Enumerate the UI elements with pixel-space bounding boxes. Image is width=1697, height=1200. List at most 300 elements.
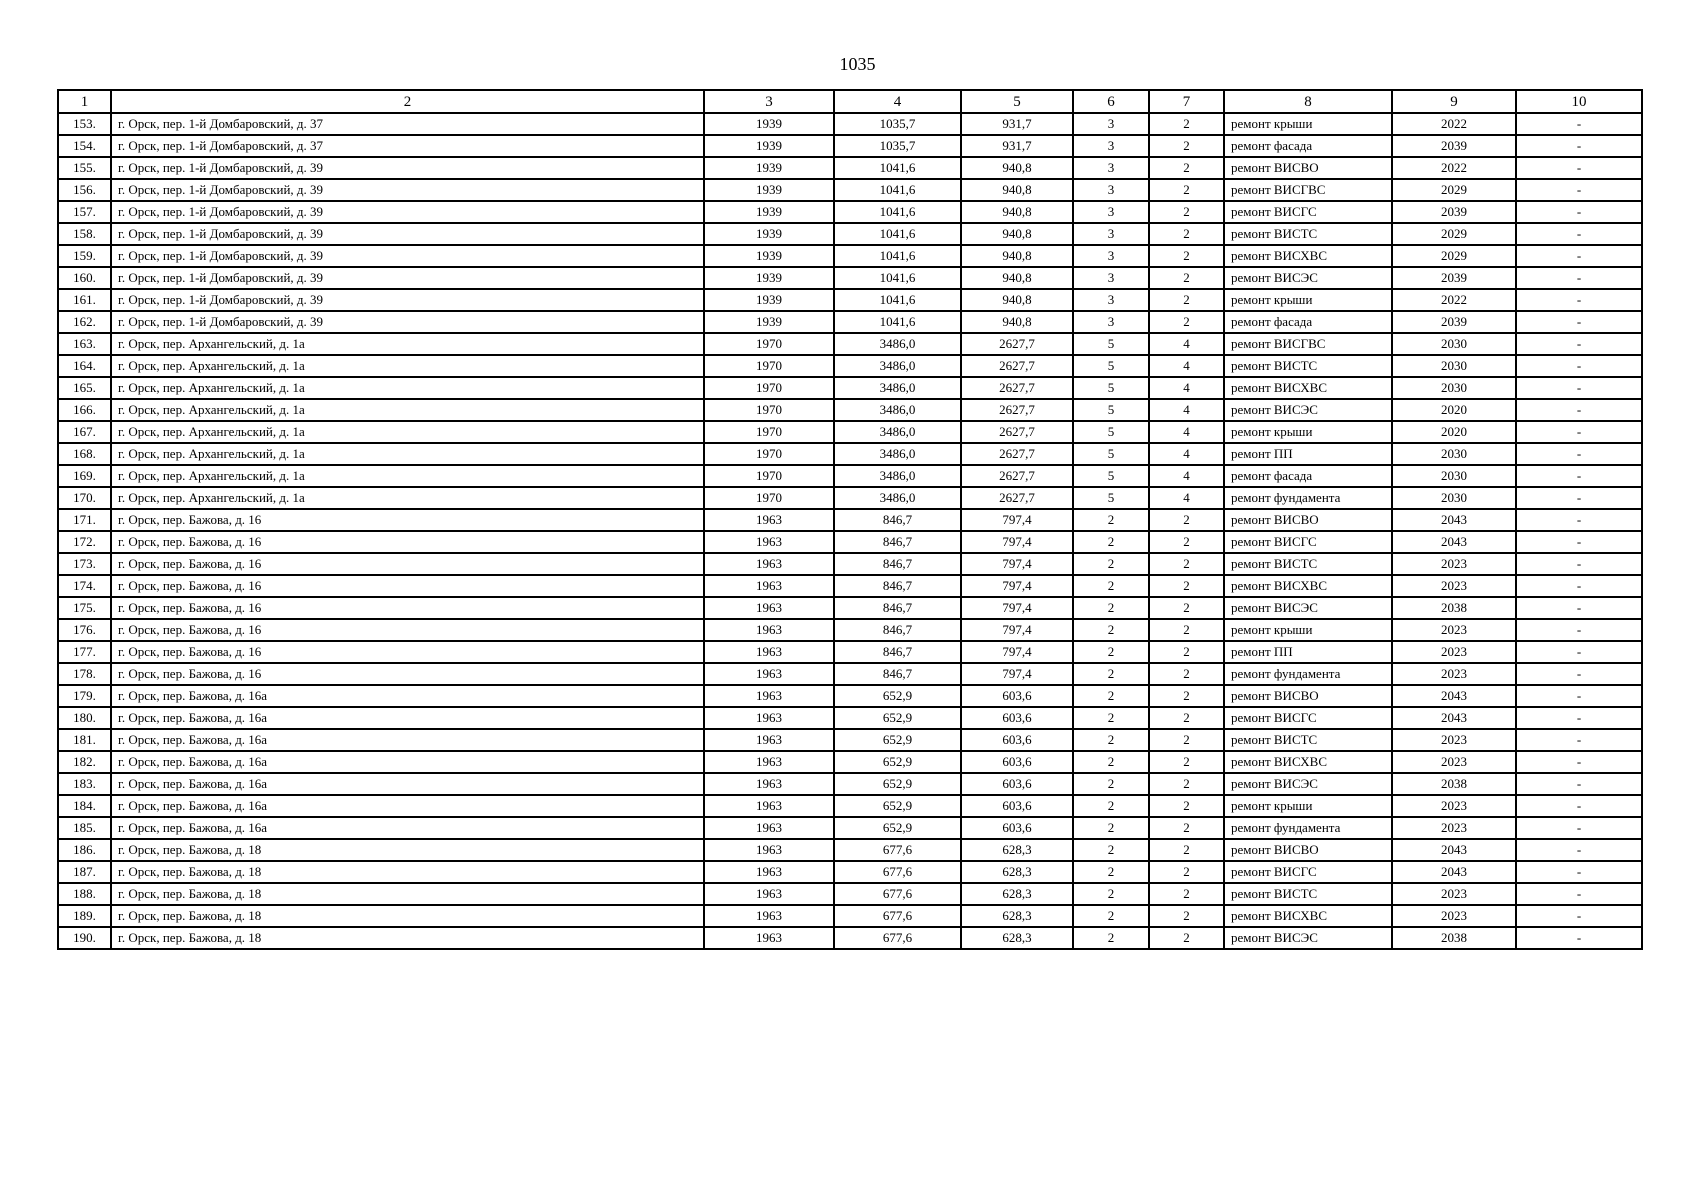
cell-planned-year: 2030 bbox=[1392, 377, 1516, 399]
cell-row-number: 183. bbox=[58, 773, 111, 795]
cell-total-area: 652,9 bbox=[834, 685, 961, 707]
cell-row-number: 174. bbox=[58, 575, 111, 597]
cell-row-number: 177. bbox=[58, 641, 111, 663]
cell-note: - bbox=[1516, 927, 1642, 949]
cell-living-area: 940,8 bbox=[961, 157, 1073, 179]
cell-floors: 2 bbox=[1073, 597, 1149, 619]
cell-year-built: 1970 bbox=[704, 333, 834, 355]
cell-floors: 3 bbox=[1073, 245, 1149, 267]
cell-address: г. Орск, пер. Бажова, д. 16 bbox=[111, 531, 704, 553]
cell-total-area: 1041,6 bbox=[834, 157, 961, 179]
cell-row-number: 176. bbox=[58, 619, 111, 641]
cell-total-area: 3486,0 bbox=[834, 333, 961, 355]
cell-row-number: 171. bbox=[58, 509, 111, 531]
cell-total-area: 3486,0 bbox=[834, 487, 961, 509]
cell-total-area: 846,7 bbox=[834, 553, 961, 575]
cell-living-area: 2627,7 bbox=[961, 355, 1073, 377]
table-row bbox=[58, 597, 1642, 619]
cell-work-type: ремонт ВИСВО bbox=[1224, 509, 1392, 531]
cell-floors: 2 bbox=[1073, 575, 1149, 597]
table-row bbox=[58, 267, 1642, 289]
cell-entrances: 2 bbox=[1149, 751, 1224, 773]
cell-planned-year: 2030 bbox=[1392, 333, 1516, 355]
cell-address: г. Орск, пер. Бажова, д. 16а bbox=[111, 707, 704, 729]
cell-note: - bbox=[1516, 421, 1642, 443]
cell-year-built: 1939 bbox=[704, 179, 834, 201]
cell-work-type: ремонт крыши bbox=[1224, 619, 1392, 641]
table-row bbox=[58, 245, 1642, 267]
cell-floors: 3 bbox=[1073, 179, 1149, 201]
cell-year-built: 1963 bbox=[704, 641, 834, 663]
cell-year-built: 1970 bbox=[704, 465, 834, 487]
cell-total-area: 652,9 bbox=[834, 817, 961, 839]
table-row bbox=[58, 927, 1642, 949]
cell-floors: 5 bbox=[1073, 465, 1149, 487]
cell-planned-year: 2039 bbox=[1392, 201, 1516, 223]
cell-living-area: 2627,7 bbox=[961, 377, 1073, 399]
cell-year-built: 1963 bbox=[704, 817, 834, 839]
cell-work-type: ремонт ВИСТС bbox=[1224, 883, 1392, 905]
cell-work-type: ремонт ВИСТС bbox=[1224, 355, 1392, 377]
cell-floors: 3 bbox=[1073, 157, 1149, 179]
cell-total-area: 652,9 bbox=[834, 751, 961, 773]
cell-row-number: 159. bbox=[58, 245, 111, 267]
table-row bbox=[58, 135, 1642, 157]
cell-entrances: 4 bbox=[1149, 399, 1224, 421]
header-col-8: 8 bbox=[1224, 90, 1392, 113]
cell-row-number: 181. bbox=[58, 729, 111, 751]
cell-row-number: 163. bbox=[58, 333, 111, 355]
cell-planned-year: 2023 bbox=[1392, 619, 1516, 641]
cell-work-type: ремонт ВИСХВС bbox=[1224, 575, 1392, 597]
cell-total-area: 677,6 bbox=[834, 927, 961, 949]
cell-living-area: 628,3 bbox=[961, 905, 1073, 927]
cell-floors: 2 bbox=[1073, 795, 1149, 817]
cell-address: г. Орск, пер. Бажова, д. 16 bbox=[111, 575, 704, 597]
cell-note: - bbox=[1516, 179, 1642, 201]
cell-note: - bbox=[1516, 509, 1642, 531]
cell-planned-year: 2022 bbox=[1392, 113, 1516, 135]
cell-entrances: 2 bbox=[1149, 839, 1224, 861]
cell-row-number: 170. bbox=[58, 487, 111, 509]
capital-repair-table bbox=[57, 89, 1643, 950]
cell-total-area: 3486,0 bbox=[834, 377, 961, 399]
cell-planned-year: 2030 bbox=[1392, 487, 1516, 509]
cell-note: - bbox=[1516, 575, 1642, 597]
cell-entrances: 4 bbox=[1149, 443, 1224, 465]
cell-living-area: 797,4 bbox=[961, 509, 1073, 531]
cell-year-built: 1963 bbox=[704, 597, 834, 619]
cell-note: - bbox=[1516, 355, 1642, 377]
cell-row-number: 162. bbox=[58, 311, 111, 333]
cell-planned-year: 2023 bbox=[1392, 883, 1516, 905]
cell-year-built: 1963 bbox=[704, 795, 834, 817]
cell-year-built: 1963 bbox=[704, 905, 834, 927]
cell-total-area: 1035,7 bbox=[834, 113, 961, 135]
header-col-6: 6 bbox=[1073, 90, 1149, 113]
cell-address: г. Орск, пер. Бажова, д. 18 bbox=[111, 883, 704, 905]
cell-planned-year: 2029 bbox=[1392, 179, 1516, 201]
cell-planned-year: 2030 bbox=[1392, 465, 1516, 487]
cell-work-type: ремонт ВИСЭС bbox=[1224, 773, 1392, 795]
cell-floors: 2 bbox=[1073, 883, 1149, 905]
table-row bbox=[58, 377, 1642, 399]
cell-address: г. Орск, пер. 1-й Домбаровский, д. 39 bbox=[111, 179, 704, 201]
cell-row-number: 157. bbox=[58, 201, 111, 223]
cell-address: г. Орск, пер. Бажова, д. 16 bbox=[111, 641, 704, 663]
cell-living-area: 628,3 bbox=[961, 927, 1073, 949]
cell-total-area: 846,7 bbox=[834, 597, 961, 619]
cell-work-type: ремонт ПП bbox=[1224, 443, 1392, 465]
cell-living-area: 603,6 bbox=[961, 707, 1073, 729]
cell-entrances: 2 bbox=[1149, 179, 1224, 201]
cell-work-type: ремонт крыши bbox=[1224, 113, 1392, 135]
cell-floors: 5 bbox=[1073, 377, 1149, 399]
table-row bbox=[58, 201, 1642, 223]
cell-living-area: 603,6 bbox=[961, 685, 1073, 707]
cell-work-type: ремонт крыши bbox=[1224, 289, 1392, 311]
cell-living-area: 2627,7 bbox=[961, 333, 1073, 355]
cell-total-area: 3486,0 bbox=[834, 421, 961, 443]
cell-year-built: 1963 bbox=[704, 839, 834, 861]
cell-note: - bbox=[1516, 135, 1642, 157]
cell-year-built: 1970 bbox=[704, 487, 834, 509]
header-col-10: 10 bbox=[1516, 90, 1642, 113]
cell-work-type: ремонт фасада bbox=[1224, 135, 1392, 157]
cell-total-area: 677,6 bbox=[834, 839, 961, 861]
cell-note: - bbox=[1516, 553, 1642, 575]
cell-address: г. Орск, пер. Бажова, д. 18 bbox=[111, 839, 704, 861]
cell-living-area: 797,4 bbox=[961, 619, 1073, 641]
cell-total-area: 652,9 bbox=[834, 795, 961, 817]
cell-row-number: 172. bbox=[58, 531, 111, 553]
cell-address: г. Орск, пер. Архангельский, д. 1а bbox=[111, 465, 704, 487]
cell-entrances: 4 bbox=[1149, 465, 1224, 487]
header-col-4: 4 bbox=[834, 90, 961, 113]
cell-floors: 2 bbox=[1073, 773, 1149, 795]
cell-floors: 5 bbox=[1073, 355, 1149, 377]
cell-address: г. Орск, пер. Архангельский, д. 1а bbox=[111, 443, 704, 465]
table-row bbox=[58, 817, 1642, 839]
cell-total-area: 846,7 bbox=[834, 663, 961, 685]
cell-work-type: ремонт ВИСГС bbox=[1224, 861, 1392, 883]
cell-work-type: ремонт ВИСЭС bbox=[1224, 399, 1392, 421]
table-row bbox=[58, 113, 1642, 135]
cell-address: г. Орск, пер. 1-й Домбаровский, д. 39 bbox=[111, 267, 704, 289]
cell-floors: 3 bbox=[1073, 267, 1149, 289]
cell-note: - bbox=[1516, 641, 1642, 663]
cell-planned-year: 2023 bbox=[1392, 663, 1516, 685]
cell-note: - bbox=[1516, 685, 1642, 707]
cell-entrances: 2 bbox=[1149, 773, 1224, 795]
cell-year-built: 1939 bbox=[704, 157, 834, 179]
cell-total-area: 1041,6 bbox=[834, 201, 961, 223]
cell-note: - bbox=[1516, 619, 1642, 641]
cell-floors: 2 bbox=[1073, 685, 1149, 707]
cell-row-number: 161. bbox=[58, 289, 111, 311]
cell-row-number: 154. bbox=[58, 135, 111, 157]
cell-year-built: 1939 bbox=[704, 135, 834, 157]
cell-entrances: 2 bbox=[1149, 575, 1224, 597]
cell-entrances: 2 bbox=[1149, 817, 1224, 839]
cell-total-area: 3486,0 bbox=[834, 355, 961, 377]
cell-note: - bbox=[1516, 663, 1642, 685]
cell-entrances: 2 bbox=[1149, 597, 1224, 619]
cell-planned-year: 2022 bbox=[1392, 289, 1516, 311]
cell-address: г. Орск, пер. Архангельский, д. 1а bbox=[111, 333, 704, 355]
cell-year-built: 1939 bbox=[704, 245, 834, 267]
cell-address: г. Орск, пер. 1-й Домбаровский, д. 39 bbox=[111, 245, 704, 267]
cell-entrances: 2 bbox=[1149, 201, 1224, 223]
cell-planned-year: 2043 bbox=[1392, 861, 1516, 883]
cell-planned-year: 2023 bbox=[1392, 795, 1516, 817]
cell-planned-year: 2023 bbox=[1392, 553, 1516, 575]
cell-entrances: 2 bbox=[1149, 641, 1224, 663]
cell-floors: 2 bbox=[1073, 707, 1149, 729]
table-row bbox=[58, 685, 1642, 707]
cell-note: - bbox=[1516, 883, 1642, 905]
cell-entrances: 2 bbox=[1149, 531, 1224, 553]
cell-year-built: 1963 bbox=[704, 575, 834, 597]
table-row bbox=[58, 531, 1642, 553]
cell-floors: 2 bbox=[1073, 751, 1149, 773]
cell-floors: 2 bbox=[1073, 531, 1149, 553]
cell-year-built: 1963 bbox=[704, 773, 834, 795]
cell-living-area: 2627,7 bbox=[961, 443, 1073, 465]
cell-living-area: 940,8 bbox=[961, 311, 1073, 333]
cell-living-area: 603,6 bbox=[961, 795, 1073, 817]
cell-year-built: 1939 bbox=[704, 201, 834, 223]
cell-living-area: 797,4 bbox=[961, 531, 1073, 553]
cell-address: г. Орск, пер. Архангельский, д. 1а bbox=[111, 377, 704, 399]
cell-entrances: 2 bbox=[1149, 509, 1224, 531]
table-row bbox=[58, 311, 1642, 333]
cell-living-area: 940,8 bbox=[961, 267, 1073, 289]
cell-row-number: 187. bbox=[58, 861, 111, 883]
cell-row-number: 188. bbox=[58, 883, 111, 905]
cell-year-built: 1963 bbox=[704, 751, 834, 773]
table-row bbox=[58, 179, 1642, 201]
cell-total-area: 1041,6 bbox=[834, 245, 961, 267]
cell-work-type: ремонт ВИСТС bbox=[1224, 553, 1392, 575]
cell-note: - bbox=[1516, 443, 1642, 465]
cell-row-number: 168. bbox=[58, 443, 111, 465]
cell-year-built: 1970 bbox=[704, 399, 834, 421]
table-row bbox=[58, 641, 1642, 663]
cell-note: - bbox=[1516, 399, 1642, 421]
cell-total-area: 1041,6 bbox=[834, 179, 961, 201]
cell-planned-year: 2023 bbox=[1392, 729, 1516, 751]
cell-floors: 2 bbox=[1073, 641, 1149, 663]
cell-living-area: 628,3 bbox=[961, 861, 1073, 883]
cell-living-area: 603,6 bbox=[961, 751, 1073, 773]
cell-address: г. Орск, пер. Бажова, д. 18 bbox=[111, 861, 704, 883]
cell-work-type: ремонт ВИСЭС bbox=[1224, 927, 1392, 949]
cell-total-area: 1035,7 bbox=[834, 135, 961, 157]
cell-work-type: ремонт ВИСГВС bbox=[1224, 333, 1392, 355]
cell-row-number: 153. bbox=[58, 113, 111, 135]
cell-total-area: 3486,0 bbox=[834, 443, 961, 465]
cell-row-number: 189. bbox=[58, 905, 111, 927]
cell-total-area: 846,7 bbox=[834, 641, 961, 663]
cell-note: - bbox=[1516, 333, 1642, 355]
cell-note: - bbox=[1516, 113, 1642, 135]
cell-note: - bbox=[1516, 729, 1642, 751]
cell-note: - bbox=[1516, 465, 1642, 487]
cell-living-area: 603,6 bbox=[961, 729, 1073, 751]
cell-planned-year: 2043 bbox=[1392, 531, 1516, 553]
cell-total-area: 846,7 bbox=[834, 531, 961, 553]
cell-floors: 3 bbox=[1073, 135, 1149, 157]
cell-row-number: 167. bbox=[58, 421, 111, 443]
cell-row-number: 178. bbox=[58, 663, 111, 685]
cell-year-built: 1939 bbox=[704, 113, 834, 135]
cell-total-area: 652,9 bbox=[834, 773, 961, 795]
cell-floors: 5 bbox=[1073, 421, 1149, 443]
cell-floors: 2 bbox=[1073, 663, 1149, 685]
cell-address: г. Орск, пер. 1-й Домбаровский, д. 39 bbox=[111, 311, 704, 333]
cell-planned-year: 2023 bbox=[1392, 575, 1516, 597]
cell-entrances: 2 bbox=[1149, 927, 1224, 949]
cell-entrances: 4 bbox=[1149, 421, 1224, 443]
cell-note: - bbox=[1516, 905, 1642, 927]
cell-row-number: 182. bbox=[58, 751, 111, 773]
header-row bbox=[58, 90, 1642, 113]
cell-row-number: 164. bbox=[58, 355, 111, 377]
cell-work-type: ремонт ВИСХВС bbox=[1224, 245, 1392, 267]
table-row bbox=[58, 839, 1642, 861]
cell-work-type: ремонт ВИСХВС bbox=[1224, 751, 1392, 773]
cell-floors: 3 bbox=[1073, 113, 1149, 135]
cell-planned-year: 2020 bbox=[1392, 421, 1516, 443]
cell-floors: 5 bbox=[1073, 333, 1149, 355]
cell-living-area: 2627,7 bbox=[961, 399, 1073, 421]
cell-address: г. Орск, пер. 1-й Домбаровский, д. 39 bbox=[111, 289, 704, 311]
cell-row-number: 156. bbox=[58, 179, 111, 201]
table-row bbox=[58, 663, 1642, 685]
cell-planned-year: 2043 bbox=[1392, 839, 1516, 861]
cell-floors: 3 bbox=[1073, 289, 1149, 311]
cell-address: г. Орск, пер. Бажова, д. 16 bbox=[111, 509, 704, 531]
cell-entrances: 2 bbox=[1149, 157, 1224, 179]
cell-year-built: 1963 bbox=[704, 883, 834, 905]
cell-address: г. Орск, пер. 1-й Домбаровский, д. 39 bbox=[111, 223, 704, 245]
cell-entrances: 2 bbox=[1149, 553, 1224, 575]
cell-note: - bbox=[1516, 707, 1642, 729]
cell-total-area: 1041,6 bbox=[834, 267, 961, 289]
cell-entrances: 2 bbox=[1149, 685, 1224, 707]
cell-planned-year: 2038 bbox=[1392, 773, 1516, 795]
cell-living-area: 797,4 bbox=[961, 597, 1073, 619]
table-row bbox=[58, 883, 1642, 905]
cell-living-area: 797,4 bbox=[961, 553, 1073, 575]
cell-address: г. Орск, пер. Бажова, д. 16а bbox=[111, 773, 704, 795]
cell-planned-year: 2038 bbox=[1392, 597, 1516, 619]
cell-total-area: 846,7 bbox=[834, 619, 961, 641]
cell-planned-year: 2023 bbox=[1392, 905, 1516, 927]
cell-row-number: 190. bbox=[58, 927, 111, 949]
cell-address: г. Орск, пер. Бажова, д. 16 bbox=[111, 619, 704, 641]
cell-note: - bbox=[1516, 597, 1642, 619]
cell-address: г. Орск, пер. 1-й Домбаровский, д. 37 bbox=[111, 113, 704, 135]
cell-address: г. Орск, пер. Бажова, д. 16а bbox=[111, 729, 704, 751]
cell-floors: 5 bbox=[1073, 487, 1149, 509]
cell-entrances: 2 bbox=[1149, 267, 1224, 289]
cell-total-area: 846,7 bbox=[834, 509, 961, 531]
cell-row-number: 169. bbox=[58, 465, 111, 487]
cell-note: - bbox=[1516, 839, 1642, 861]
cell-entrances: 2 bbox=[1149, 795, 1224, 817]
cell-note: - bbox=[1516, 751, 1642, 773]
cell-address: г. Орск, пер. Бажова, д. 16а bbox=[111, 817, 704, 839]
cell-year-built: 1963 bbox=[704, 531, 834, 553]
cell-row-number: 165. bbox=[58, 377, 111, 399]
cell-living-area: 2627,7 bbox=[961, 421, 1073, 443]
cell-note: - bbox=[1516, 157, 1642, 179]
cell-entrances: 2 bbox=[1149, 729, 1224, 751]
header-col-7: 7 bbox=[1149, 90, 1224, 113]
cell-year-built: 1963 bbox=[704, 685, 834, 707]
cell-floors: 2 bbox=[1073, 817, 1149, 839]
cell-total-area: 1041,6 bbox=[834, 289, 961, 311]
header-col-2: 2 bbox=[111, 90, 704, 113]
table-row bbox=[58, 465, 1642, 487]
cell-address: г. Орск, пер. Бажова, д. 16а bbox=[111, 751, 704, 773]
cell-work-type: ремонт ПП bbox=[1224, 641, 1392, 663]
cell-year-built: 1939 bbox=[704, 311, 834, 333]
cell-year-built: 1963 bbox=[704, 663, 834, 685]
cell-planned-year: 2043 bbox=[1392, 509, 1516, 531]
cell-year-built: 1970 bbox=[704, 421, 834, 443]
table-row bbox=[58, 707, 1642, 729]
cell-note: - bbox=[1516, 817, 1642, 839]
cell-planned-year: 2029 bbox=[1392, 245, 1516, 267]
cell-address: г. Орск, пер. Архангельский, д. 1а bbox=[111, 487, 704, 509]
cell-work-type: ремонт ВИСВО bbox=[1224, 685, 1392, 707]
cell-entrances: 4 bbox=[1149, 377, 1224, 399]
cell-floors: 2 bbox=[1073, 729, 1149, 751]
cell-row-number: 166. bbox=[58, 399, 111, 421]
cell-row-number: 185. bbox=[58, 817, 111, 839]
cell-living-area: 603,6 bbox=[961, 773, 1073, 795]
cell-planned-year: 2039 bbox=[1392, 311, 1516, 333]
cell-year-built: 1970 bbox=[704, 355, 834, 377]
cell-work-type: ремонт ВИСТС bbox=[1224, 223, 1392, 245]
table-row bbox=[58, 223, 1642, 245]
table-row bbox=[58, 333, 1642, 355]
cell-living-area: 797,4 bbox=[961, 575, 1073, 597]
table-row bbox=[58, 157, 1642, 179]
cell-row-number: 180. bbox=[58, 707, 111, 729]
cell-entrances: 2 bbox=[1149, 223, 1224, 245]
cell-address: г. Орск, пер. 1-й Домбаровский, д. 39 bbox=[111, 201, 704, 223]
cell-planned-year: 2023 bbox=[1392, 817, 1516, 839]
cell-planned-year: 2039 bbox=[1392, 135, 1516, 157]
table-row bbox=[58, 905, 1642, 927]
table-header bbox=[58, 90, 1642, 113]
cell-living-area: 603,6 bbox=[961, 817, 1073, 839]
cell-planned-year: 2022 bbox=[1392, 157, 1516, 179]
cell-work-type: ремонт ВИСЭС bbox=[1224, 267, 1392, 289]
cell-year-built: 1963 bbox=[704, 619, 834, 641]
cell-planned-year: 2023 bbox=[1392, 641, 1516, 663]
cell-row-number: 179. bbox=[58, 685, 111, 707]
cell-living-area: 2627,7 bbox=[961, 487, 1073, 509]
cell-entrances: 2 bbox=[1149, 245, 1224, 267]
cell-work-type: ремонт фундамента bbox=[1224, 487, 1392, 509]
header-col-1: 1 bbox=[58, 90, 111, 113]
cell-entrances: 4 bbox=[1149, 333, 1224, 355]
